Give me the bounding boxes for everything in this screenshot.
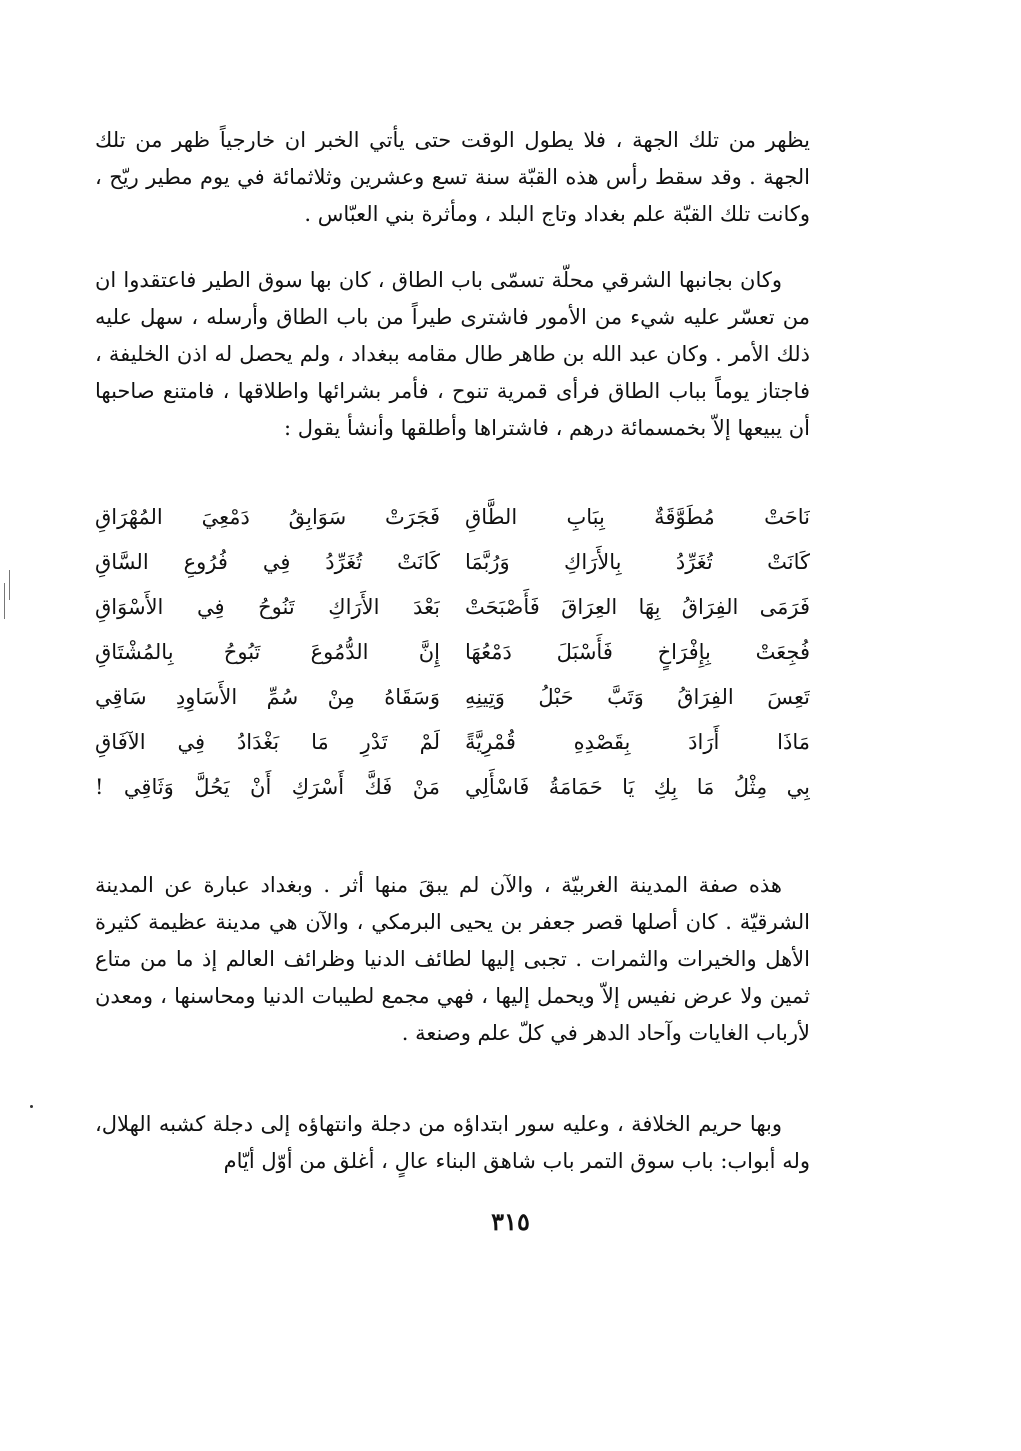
poem-second-hemistich: بَعْدَ الأَرَاكِ تَنُوحُ فِي الأَسْوَاقِ xyxy=(95,595,440,619)
poem-verse xyxy=(95,765,810,810)
poem-second-hemistich: لَمْ تَدْرِ مَا بَغْدَادُ فِي الآفَاقِ xyxy=(95,730,440,754)
poem-first-hemistich: مَاذَا أَرَادَ بِقَصْدِهِ قُمْرِيَّةً xyxy=(465,730,810,754)
poem-second-hemistich: كَانَتْ تُغَرِّدُ فِي فُرُوعِ السَّاقِ xyxy=(95,550,440,574)
paragraph-caliphate-harem: وبها حريم الخلافة ، وعليه سور ابتداؤه من دجلة وانتهاؤه إلى دجلة كشبه الهلال، وله أبواب: باب سوق التمر باب شاهق البناء عالٍ ، أغلق من أوّل أيّام xyxy=(95,1112,810,1173)
poem-first-hemistich: نَاحَتْ مُطَوَّقَةٌ بِبَابِ الطَّاقِ xyxy=(465,505,810,529)
poem-verse xyxy=(95,585,810,630)
paragraph-bab-al-taq: وكان بجانبها الشرقي محلّة تسمّى باب الطاق ، كان بها سوق الطير فاعتقدوا ان من تعسّر عليه شيء من الأمور فاشترى طيراً من باب الطاق وأرسله ، سهل عليه ذلك الأمر . وكان عبد الله بن طاهر طال مقامه ببغداد ، ولم يحصل له اذن الخليفة ، فاجتاز يوماً بباب الطاق فرأى قمرية تنوح ، فأمر بشرائها واطلاقها ، فامتنع صاحبها أن يبيعها إلاّ بخمسمائة درهم ، فاشتراها وأطلقها وأنشأ يقول : xyxy=(95,268,810,440)
paragraph-block-bottom-2 xyxy=(95,1106,810,1180)
poem-verse xyxy=(95,720,810,765)
poem-verse xyxy=(95,630,810,675)
poem-second-hemistich: مَنْ فَكَّ أَسْرَكِ أَنْ يَحُلَّ وَثَاقِي ! xyxy=(95,775,440,799)
poem-verse xyxy=(95,540,810,585)
paragraph-block-top-1 xyxy=(95,122,810,233)
poem-first-hemistich: فَرَمَى الفِرَاقُ بِهَا العِرَاقَ فَأَصْبَحَتْ xyxy=(465,595,810,619)
paragraph-block-top-2 xyxy=(95,262,810,447)
paragraph-block-bottom-1 xyxy=(95,867,810,1052)
poem-second-hemistich: وَسَقَاهُ مِنْ سُمِّ الأَسَاوِدِ سَاقِي xyxy=(95,685,440,709)
page-number: ٣١٥ xyxy=(491,1207,530,1236)
scan-artifact-line xyxy=(9,570,10,600)
poem-first-hemistich: كَانَتْ تُغَرِّدُ بِالأَرَاكِ وَرُبَّمَا xyxy=(465,550,810,574)
poem-second-hemistich: إِنَّ الدُّمُوعَ تَبُوحُ بِالمُشْتَاقِ xyxy=(95,640,440,664)
poem-first-hemistich: بِي مِثْلُ مَا بِكِ يَا حَمَامَةُ فَاسْأَلِي xyxy=(465,775,810,799)
poem-second-hemistich: فَجَرَتْ سَوَابِقُ دَمْعِيَ المُهْرَاقِ xyxy=(95,505,440,529)
scan-artifact-line xyxy=(4,583,5,619)
scan-artifact-dot xyxy=(30,1105,33,1108)
poem xyxy=(95,495,810,810)
paragraph-qubba-fall: يظهر من تلك الجهة ، فلا يطول الوقت حتى يأتي الخبر ان خارجياً ظهر من تلك الجهة . وقد سقط رأس هذه القبّة سنة تسع وعشرين وثلاثمائة في يوم مطير ريّح ، وكانت تلك القبّة علم بغداد وتاج البلد ، ومأثرة بني العبّاس . xyxy=(95,128,810,226)
paragraph-western-city: هذه صفة المدينة الغربيّة ، والآن لم يبقَ منها أثر . وبغداد عبارة عن المدينة الشرقيّة . كان أصلها قصر جعفر بن يحيى البرمكي ، والآن هي مدينة عظيمة كثيرة الأهل والخيرات والثمرات . تجبى إليها لطائف الدنيا وظرائف العالم إذ ما من متاع ثمين ولا عرض نفيس إلاّ ويحمل إليها ، فهي مجمع لطيبات الدنيا ومحاسنها ، ومعدن لأرباب الغايات وآحاد الدهر في كلّ علم وصنعة . xyxy=(95,873,810,1045)
poem-first-hemistich: تَعِسَ الفِرَاقُ وَتَبَّ حَبْلُ وَتِينِهِ xyxy=(465,685,810,709)
poem-verse xyxy=(95,495,810,540)
poem-first-hemistich: فُجِعَتْ بِإِفْرَاخٍ فَأَسْبَلَ دَمْعُهَا xyxy=(465,640,810,664)
poem-verse xyxy=(95,675,810,720)
